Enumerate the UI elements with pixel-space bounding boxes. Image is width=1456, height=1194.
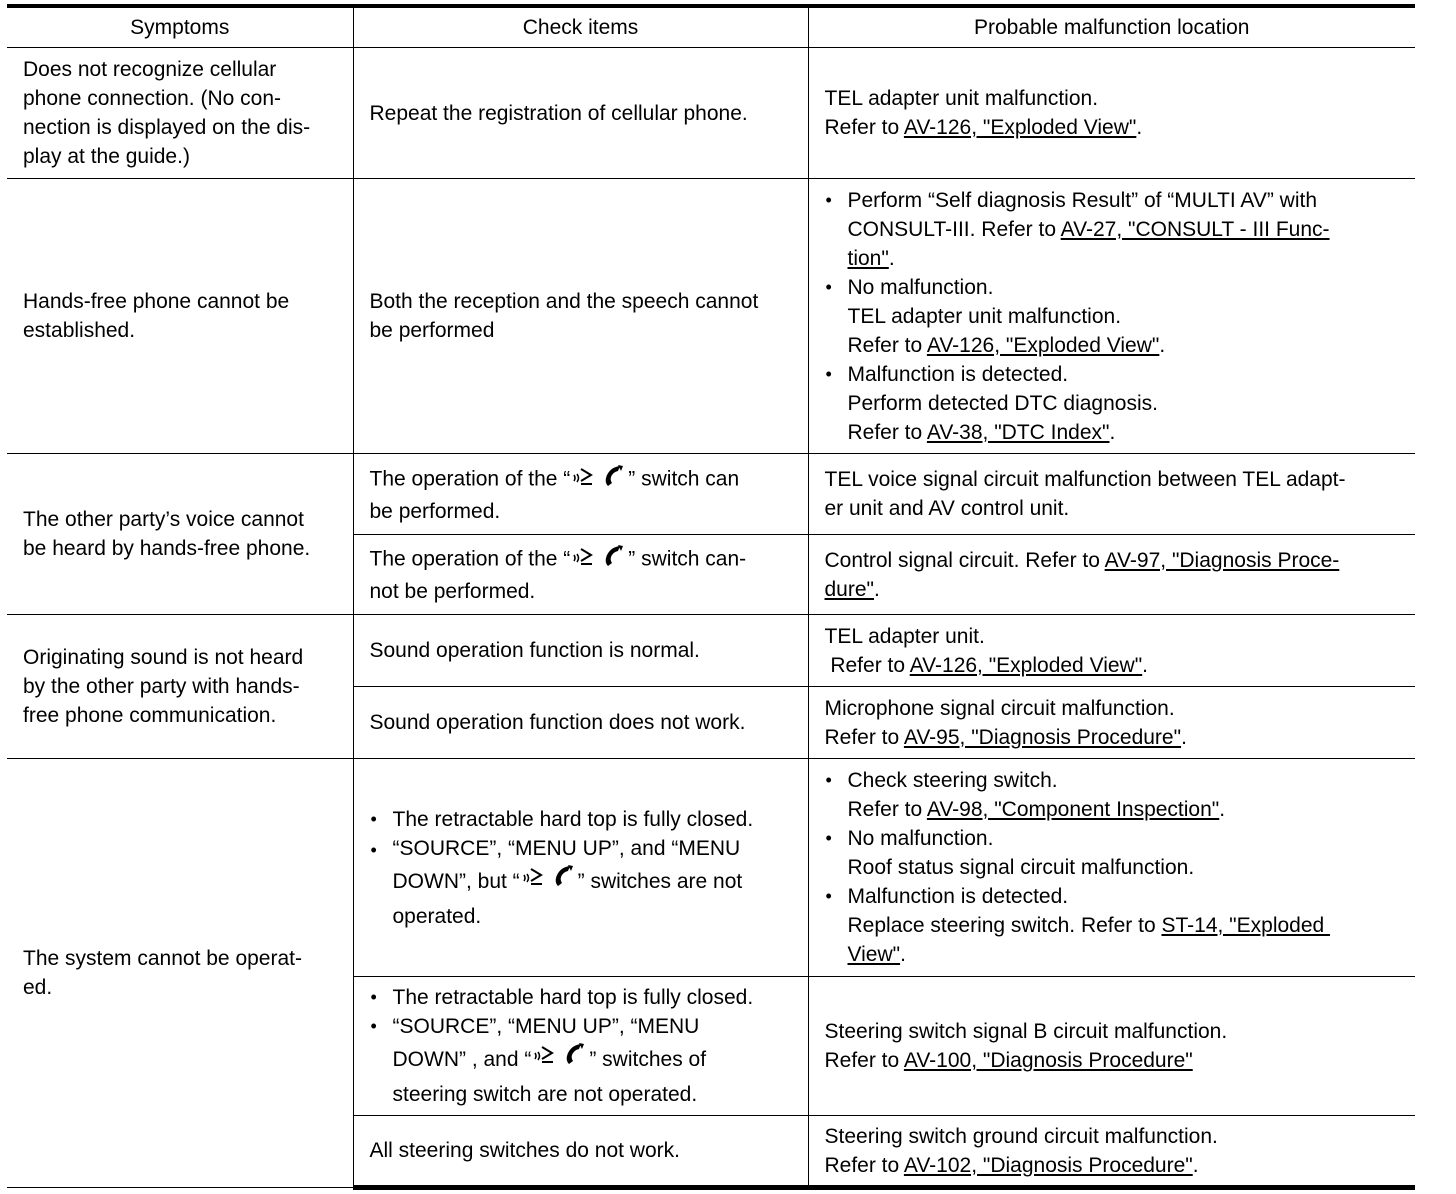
reference-link[interactable]: AV-100, "Diagnosis Procedure" (903, 1049, 1193, 1072)
reference-link[interactable]: AV-97, "Diagnosis Proce- (1104, 548, 1340, 572)
check-line: Both the reception and the speech cannot (369, 290, 759, 313)
location-line (825, 575, 1406, 604)
reference-link[interactable]: AV-27, "CONSULT - III Func- (1060, 217, 1330, 241)
bullet-line: Perform detected DTC diagnosis. (847, 391, 1158, 415)
voice-command-icon (533, 1041, 557, 1080)
list-item (825, 766, 1406, 824)
symptom-cell (7, 615, 353, 759)
list-item (370, 1012, 798, 1109)
symptom-cell (7, 759, 353, 1188)
period: . (1219, 798, 1226, 821)
table-row (7, 179, 1415, 454)
bullet-line: operated. (392, 904, 482, 928)
symptom-line: Originating sound is not heard (23, 646, 304, 669)
bullet-line: • No malfunction. (847, 275, 994, 299)
location-bullet-list (825, 766, 1406, 969)
location-line: Steering switch signal B circuit malfunction. (824, 1020, 1228, 1043)
bullet-line (848, 911, 1406, 940)
phone-handset-icon (561, 1041, 587, 1080)
check-line (370, 543, 798, 577)
location-bullet-list (825, 186, 1406, 447)
reference-link[interactable]: tion" (847, 246, 889, 270)
period: . (888, 246, 895, 270)
refer-text: Refer to (847, 333, 927, 357)
location-cell (808, 1116, 1415, 1188)
check-line: be performed (369, 319, 495, 342)
refer-text: Refer to (847, 420, 927, 444)
check-line: not be performed. (369, 580, 536, 603)
check-line: be performed. (369, 499, 501, 523)
check-text: ” switches are not (577, 869, 743, 893)
bullet-line: steering switch are not operated. (392, 1083, 698, 1106)
check-line (370, 463, 798, 497)
check-text: The operation of the “ (369, 547, 571, 571)
period: . (1159, 333, 1166, 357)
reference-link[interactable]: AV-38, "DTC Index" (926, 420, 1110, 444)
location-line (825, 113, 1406, 142)
list-item (825, 882, 1406, 969)
header-row (7, 6, 1415, 48)
location-line (825, 651, 1406, 680)
symptom-cell (7, 179, 353, 454)
period: . (1136, 116, 1143, 139)
period: . (1192, 1153, 1199, 1177)
reference-link[interactable]: ST-14, "Exploded (1161, 914, 1331, 937)
voice-command-icon (572, 463, 596, 497)
location-cell (808, 977, 1415, 1116)
header-location: Probable malfunction location (808, 6, 1415, 48)
check-text: The operation of the “ (369, 467, 571, 491)
refer-text: Refer to (824, 1049, 904, 1072)
location-cell (808, 179, 1415, 454)
reference-link[interactable]: AV-95, "Diagnosis Procedure" (903, 725, 1182, 749)
period: . (900, 943, 906, 966)
reference-link[interactable]: dure" (824, 577, 874, 601)
reference-link[interactable]: AV-126, "Exploded View" (903, 116, 1137, 139)
list-item (370, 805, 798, 834)
symptom-line: by the other party with hands- (23, 675, 300, 698)
bullet-line: • “SOURCE”, “MENU UP”, and “MENU (392, 836, 741, 860)
reference-link[interactable]: View" (847, 943, 901, 966)
check-text: ” switches of (589, 1048, 707, 1072)
table-row (7, 615, 1415, 687)
bullet-line (848, 244, 1406, 273)
symptom-line: phone connection. (No con- (23, 87, 281, 110)
check-bullet-list (370, 983, 798, 1109)
check-text: DOWN”, but “ (392, 869, 520, 893)
check-cell (353, 535, 808, 615)
refer-text: Replace steering switch. Refer to (847, 914, 1162, 937)
symptom-line: The other party’s voice cannot (23, 508, 304, 531)
bullet-line: • Malfunction is detected. (847, 885, 1069, 908)
reference-link[interactable]: AV-102, "Diagnosis Procedure" (903, 1153, 1193, 1177)
bullet-line (393, 863, 798, 902)
symptom-cell (7, 48, 353, 179)
check-bullet-list (370, 805, 798, 931)
refer-text: Refer to (824, 653, 910, 677)
bullet-line: Roof status signal circuit malfunction. (847, 856, 1195, 879)
check-text: DOWN” , and “ (392, 1048, 532, 1072)
phone-handset-icon (550, 863, 576, 902)
header-check-items: Check items (353, 6, 808, 48)
bullet-line: The retractable hard top is fully closed. (392, 986, 754, 1009)
location-line (825, 1151, 1406, 1180)
location-line: Steering switch ground circuit malfunction. (824, 1124, 1218, 1148)
list-item (825, 360, 1406, 447)
location-cell (808, 454, 1415, 535)
period: . (1109, 420, 1116, 444)
voice-command-icon (522, 863, 546, 902)
phone-handset-icon (600, 543, 626, 577)
location-cell (808, 535, 1415, 615)
symptom-line: nection is displayed on the dis- (23, 116, 311, 139)
check-cell (353, 687, 808, 759)
period: . (874, 577, 880, 601)
bullet-line: • “SOURCE”, “MENU UP”, “MENU (392, 1015, 700, 1038)
location-line: TEL adapter unit malfunction. (824, 87, 1099, 110)
phone-handset-icon (600, 463, 626, 497)
check-text: All steering switches do not work. (369, 1139, 680, 1162)
table-row (7, 759, 1415, 977)
location-cell (808, 759, 1415, 977)
bullet-line: • Malfunction is detected. (847, 362, 1069, 386)
check-cell (353, 48, 808, 179)
location-line: TEL voice signal circuit malfunction between TEL adapt- (824, 468, 1346, 491)
symptom-line: established. (23, 319, 136, 342)
location-cell (808, 48, 1415, 179)
list-item (825, 186, 1406, 273)
reference-link[interactable]: AV-126, "Exploded View" (909, 653, 1143, 677)
location-text: Control signal circuit. Refer to (824, 548, 1105, 572)
check-cell (353, 615, 808, 687)
symptom-line: The system cannot be operat- (23, 947, 302, 970)
bullet-line: • No malfunction. (847, 827, 994, 850)
location-line: TEL adapter unit. (824, 624, 985, 648)
location-line: Microphone signal circuit malfunction. (824, 696, 1175, 720)
check-cell (353, 977, 808, 1116)
list-item (370, 834, 798, 931)
refer-text: Refer to (847, 798, 927, 821)
voice-command-icon (572, 543, 596, 577)
check-text: ” switch can- (628, 547, 747, 571)
bullet-line (848, 940, 1406, 969)
reference-link[interactable]: AV-98, "Component Inspection" (926, 798, 1220, 821)
symptom-cell (7, 454, 353, 615)
symptom-line: Does not recognize cellular (23, 58, 277, 81)
symptom-line: free phone communication. (23, 704, 277, 727)
check-cell (353, 179, 808, 454)
check-text: Sound operation function is normal. (369, 639, 700, 662)
bullet-line (848, 331, 1406, 360)
bullet-line: The retractable hard top is fully closed. (392, 807, 754, 831)
refer-text: Refer to (824, 725, 904, 749)
location-line (825, 1046, 1406, 1075)
bullet-line (848, 795, 1406, 824)
symptom-line: ed. (23, 976, 53, 999)
list-item (370, 983, 798, 1012)
bullet-line: • Perform “Self diagnosis Result” of “MULTI AV” with (847, 188, 1318, 212)
check-text: ” switch can (628, 467, 740, 491)
diagnosis-table (7, 4, 1415, 1190)
location-line (825, 723, 1406, 752)
refer-text: Refer to (824, 1153, 904, 1177)
check-text: Sound operation function does not work. (369, 711, 746, 734)
bullet-line (848, 215, 1406, 244)
check-cell (353, 454, 808, 535)
symptom-line: Hands-free phone cannot be (23, 290, 290, 313)
refer-text: CONSULT-III. Refer to (847, 217, 1061, 241)
reference-link[interactable]: AV-126, "Exploded View" (926, 333, 1160, 357)
location-line: er unit and AV control unit. (824, 497, 1070, 520)
bullet-line: TEL adapter unit malfunction. (847, 304, 1122, 328)
header-symptoms: Symptoms (7, 6, 353, 48)
location-line (825, 546, 1406, 575)
check-cell (353, 1116, 808, 1188)
check-cell (353, 759, 808, 977)
bullet-line (848, 418, 1406, 447)
list-item (825, 273, 1406, 360)
period: . (1142, 653, 1149, 677)
table-row (7, 454, 1415, 535)
list-item (825, 824, 1406, 882)
bullet-line: • Check steering switch. (847, 769, 1058, 792)
refer-text: Refer to (824, 116, 904, 139)
symptom-line: play at the guide.) (23, 145, 190, 168)
location-cell (808, 687, 1415, 759)
period: . (1181, 725, 1187, 749)
symptom-line: be heard by hands-free phone. (23, 537, 311, 560)
bullet-line (393, 1041, 798, 1080)
table-row (7, 48, 1415, 179)
location-cell (808, 615, 1415, 687)
check-text: Repeat the registration of cellular phone. (369, 101, 748, 125)
